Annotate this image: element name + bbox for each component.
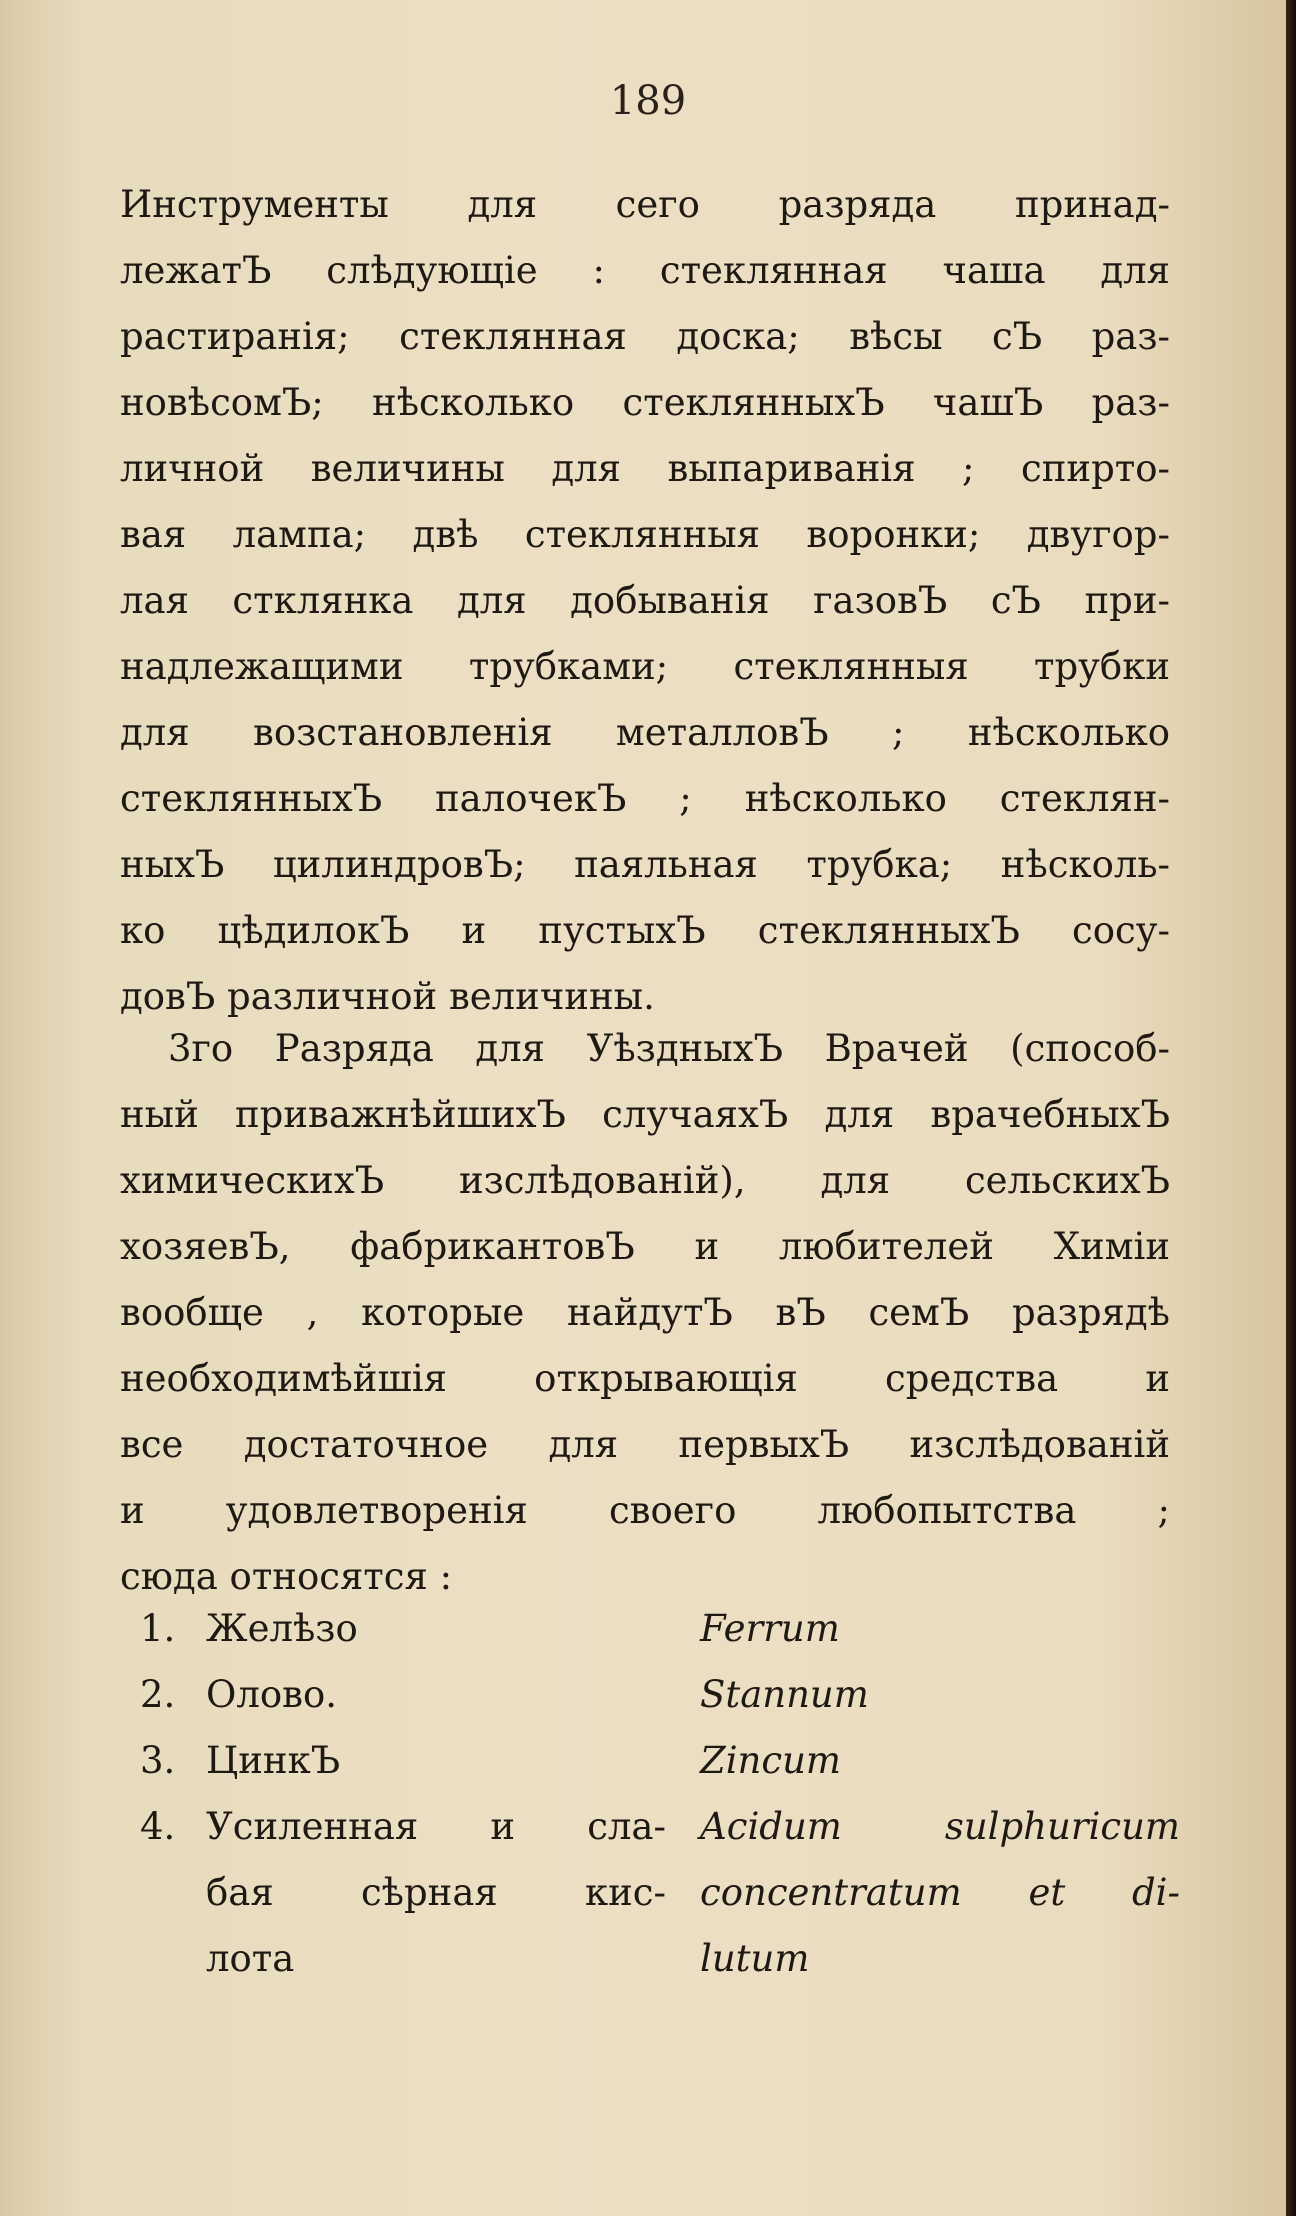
item-latin-name: Ferrum: [700, 1607, 840, 1650]
item-number: 1.: [140, 1607, 176, 1650]
text-line: для возстановленія металловЪ ; нѣсколько: [120, 711, 1170, 754]
item-russian-name: лота: [206, 1937, 295, 1980]
paragraph-third-category: [120, 1016, 1170, 1610]
text-line: сюда относятся :: [120, 1555, 453, 1598]
item-russian-name: Олово.: [206, 1673, 337, 1716]
item-russian-name: Желѣзо: [206, 1607, 358, 1650]
text-line: личной величины для выпариванія ; спирто-: [120, 447, 1170, 490]
paragraph-instruments: [120, 172, 1170, 1030]
text-line: вообще , которые найдутЪ вЪ семЪ разрядѣ: [120, 1291, 1170, 1334]
list-item: [140, 1662, 1180, 1728]
text-line: довЪ различной величины.: [120, 975, 655, 1018]
text-line: все достаточное для первыхЪ изслѣдованій: [120, 1423, 1170, 1466]
item-latin-name: Zincum: [700, 1739, 842, 1782]
item-latin-name: lutum: [700, 1937, 810, 1980]
page-number: 189: [609, 78, 687, 124]
item-russian-name: бая сѣрная кис-: [206, 1871, 666, 1914]
item-russian-name: Усиленная и сла-: [206, 1805, 666, 1848]
text-line: ный приважнѣйшихЪ случаяхЪ для врачебныхЪ: [120, 1093, 1170, 1136]
text-line: лая стклянка для добыванія газовЪ сЪ при-: [120, 579, 1170, 622]
item-russian-name: ЦинкЪ: [206, 1739, 341, 1782]
text-line: хозяевЪ, фабрикантовЪ и любителей Химіи: [120, 1225, 1170, 1268]
text-line: химическихЪ изслѣдованій), для сельскихЪ: [120, 1159, 1170, 1202]
text-line: стеклянныхЪ палочекЪ ; нѣсколько стеклян-: [120, 777, 1170, 820]
text-line: Инструменты для сего разряда принад-: [120, 183, 1170, 226]
list-item: [140, 1794, 1180, 1992]
text-line: 3го Разряда для УѣздныхЪ Врачей (способ-: [168, 1027, 1170, 1070]
text-line: надлежащими трубками; стеклянныя трубки: [120, 645, 1170, 688]
text-line: необходимѣйшія открывающія средства и: [120, 1357, 1170, 1400]
item-number: 3.: [140, 1739, 176, 1782]
text-line: ныхЪ цилиндровЪ; паяльная трубка; нѣсколь-: [120, 843, 1170, 886]
text-line: растиранія; стеклянная доска; вѣсы сЪ раз-: [120, 315, 1170, 358]
text-line: и удовлетворенія своего любопытства ;: [120, 1489, 1170, 1532]
text-line: новѣсомЪ; нѣсколько стеклянныхЪ чашЪ раз-: [120, 381, 1170, 424]
item-latin-name: Stannum: [700, 1673, 869, 1716]
text-line: лежатЪ слѣдующіе : стеклянная чаша для: [120, 249, 1170, 292]
item-number: 4.: [140, 1805, 176, 1848]
reagent-list: [140, 1596, 1180, 1992]
item-number: 2.: [140, 1673, 176, 1716]
item-latin-name: concentratum et di-: [700, 1871, 1180, 1914]
list-item: [140, 1596, 1180, 1662]
text-line: ко цѣдилокЪ и пустыхЪ стеклянныхЪ сосу-: [120, 909, 1170, 952]
item-latin-name: Acidum sulphuricum: [700, 1805, 1180, 1848]
list-item: [140, 1728, 1180, 1794]
text-line: вая лампа; двѣ стеклянныя воронки; двугор-: [120, 513, 1170, 556]
